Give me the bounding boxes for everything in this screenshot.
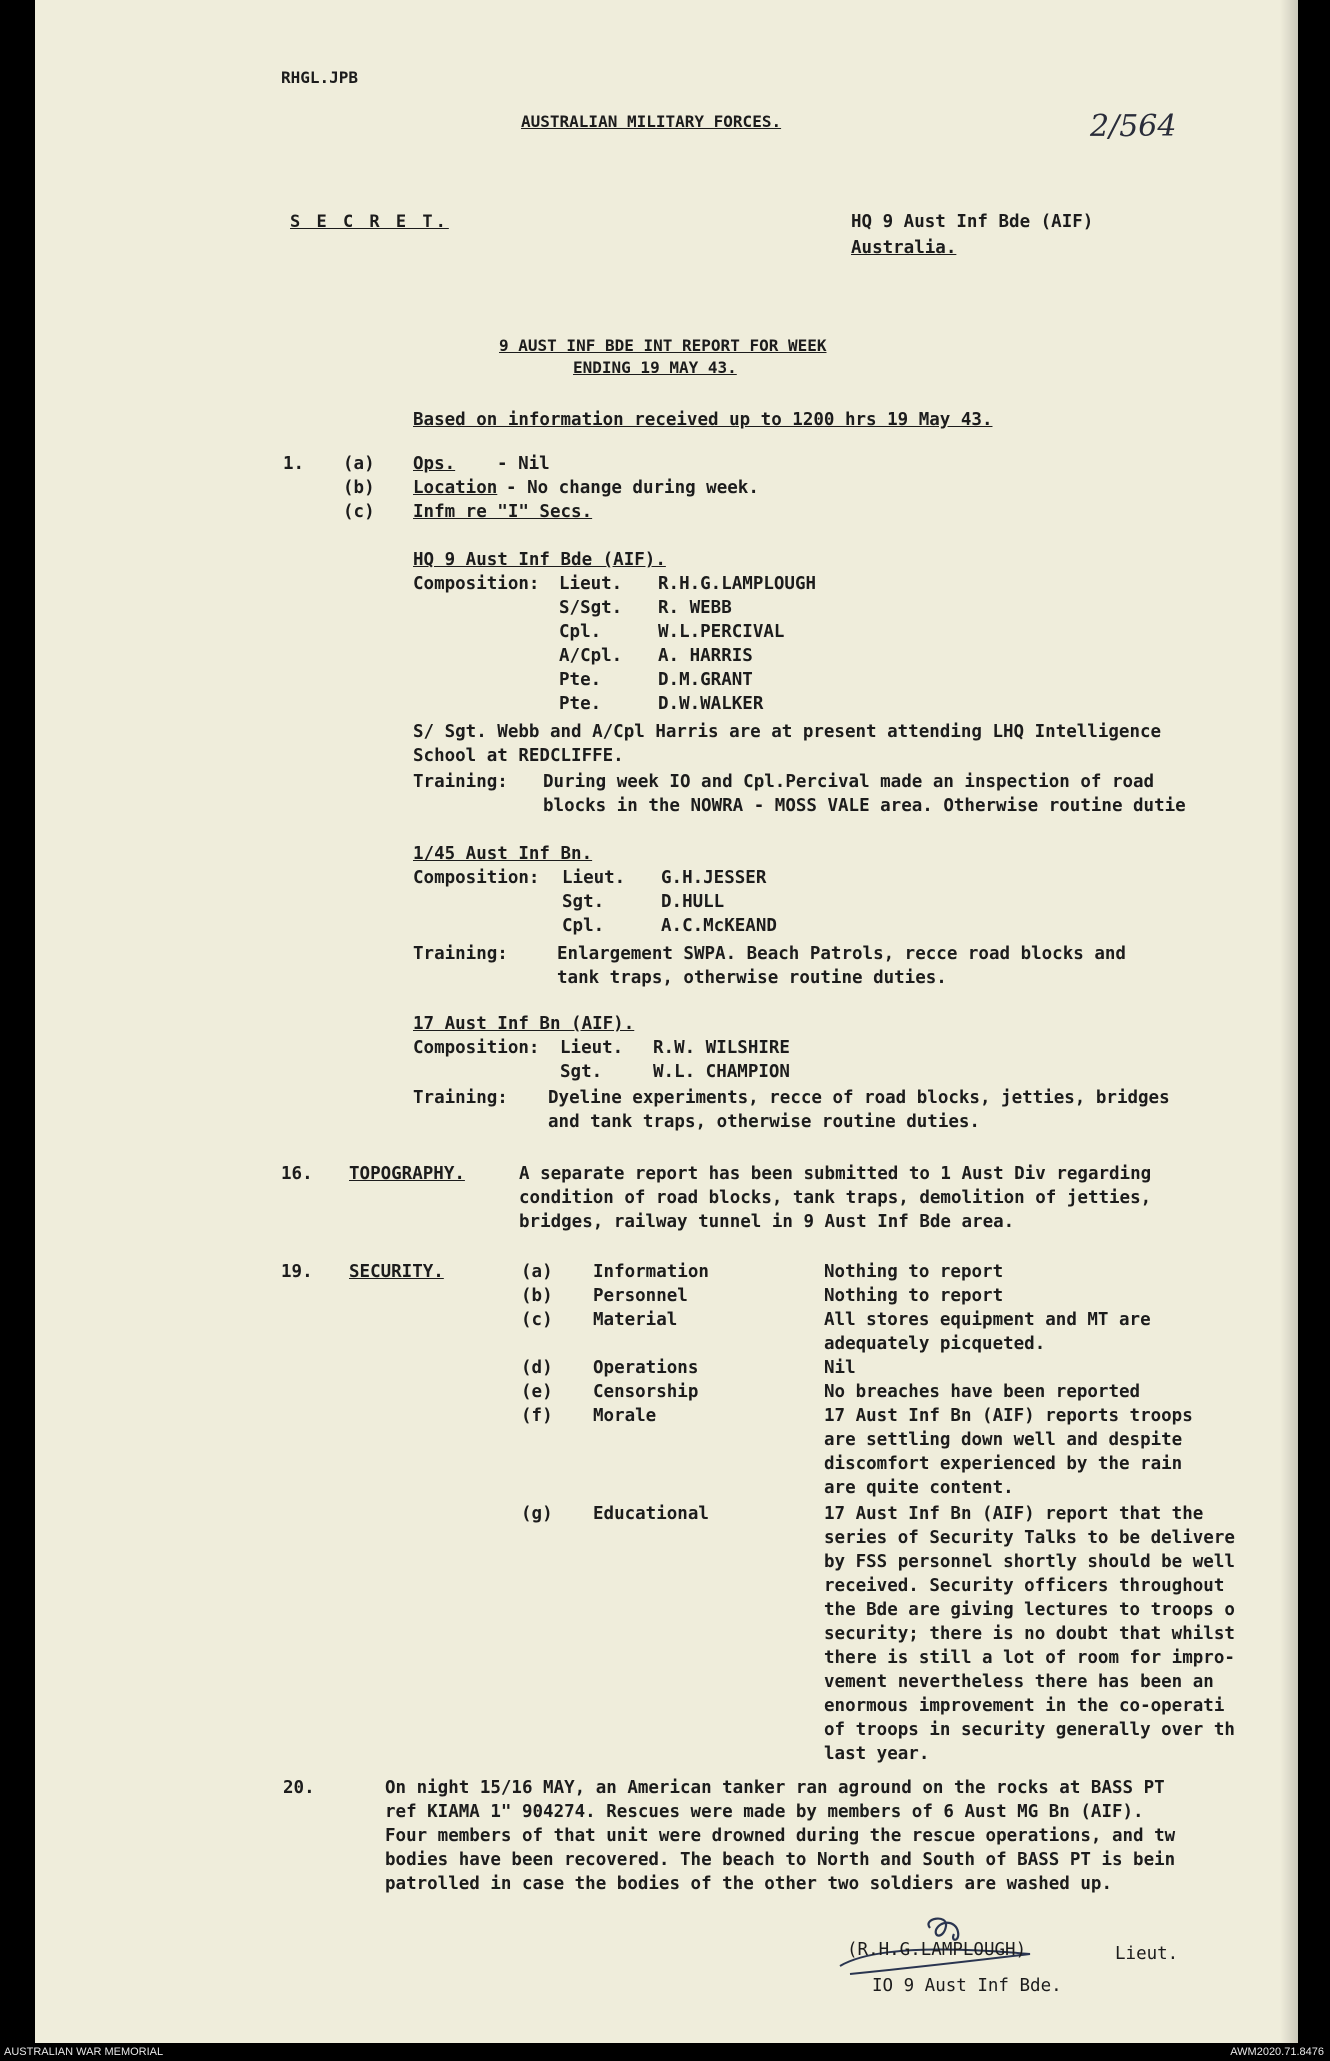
- section-1b-heading: Location: [413, 478, 498, 498]
- member-name: D.M.GRANT: [658, 670, 753, 690]
- section-20-text-line: Four members of that unit were drowned during the rescue operations, and tw: [385, 1826, 1176, 1846]
- hq-address-line-1: HQ 9 Aust Inf Bde (AIF): [851, 212, 1094, 232]
- member-rank: S/Sgt.: [559, 598, 623, 618]
- training-label: Training:: [413, 944, 508, 964]
- unit-name: 1/45 Aust Inf Bn.: [413, 844, 593, 864]
- security-item-text-line: 17 Aust Inf Bn (AIF) reports troops: [824, 1406, 1193, 1426]
- security-item-text-line: are settling down well and despite: [824, 1430, 1183, 1450]
- security-item-label: Censorship: [593, 1382, 699, 1402]
- member-rank: Lieut.: [562, 868, 626, 888]
- member-rank: Pte.: [559, 670, 602, 690]
- composition-label: Composition:: [413, 868, 540, 888]
- section-19-number: 19.: [281, 1262, 313, 1282]
- security-item-text-line: vement nevertheless there has been an: [824, 1672, 1214, 1692]
- training-text-line: Dyeline experiments, recce of road blocks, jetties, bridges: [548, 1088, 1170, 1108]
- archive-footer: [0, 2043, 1330, 2061]
- section-20-number: 20.: [283, 1778, 315, 1798]
- member-rank: Cpl.: [559, 622, 602, 642]
- security-item-label: Operations: [593, 1358, 699, 1378]
- archive-name: AUSTRALIAN WAR MEMORIAL: [4, 2046, 164, 2058]
- security-item-text-line: received. Security officers throughout: [824, 1576, 1225, 1596]
- security-item-text-line: are quite content.: [824, 1478, 1014, 1498]
- security-item-text-line: the Bde are giving lectures to troops o: [824, 1600, 1235, 1620]
- security-item-text-line: Nothing to report: [824, 1262, 1004, 1282]
- section-1c-key: (c): [343, 502, 375, 522]
- archive-reference: AWM2020.71.8476: [1230, 2046, 1324, 2058]
- security-item-text-line: of troops in security generally over th: [824, 1720, 1235, 1740]
- member-name: A.C.McKEAND: [661, 916, 777, 936]
- report-title-line-1: 9 AUST INF BDE INT REPORT FOR WEEK: [499, 336, 827, 355]
- training-label: Training:: [413, 1088, 508, 1108]
- security-item-text-line: All stores equipment and MT are: [824, 1310, 1151, 1330]
- section-16-text-line: condition of road blocks, tank traps, demolition of jetties,: [519, 1188, 1152, 1208]
- security-item-key: (e): [521, 1382, 553, 1402]
- training-text-line: and tank traps, otherwise routine duties.: [548, 1112, 980, 1132]
- section-16-number: 16.: [281, 1164, 313, 1184]
- signatory-rank: Lieut.: [1115, 1944, 1179, 1964]
- security-item-key: (c): [521, 1310, 553, 1330]
- member-name: W.L.PERCIVAL: [658, 622, 785, 642]
- section-1c-heading: Infm re "I" Secs.: [413, 502, 593, 522]
- section-16-heading: TOPOGRAPHY.: [349, 1164, 465, 1184]
- security-item-key: (f): [521, 1406, 553, 1426]
- security-item-text-line: enormous improvement in the co-operati: [824, 1696, 1225, 1716]
- member-name: D.HULL: [661, 892, 725, 912]
- member-name: R. WEBB: [658, 598, 732, 618]
- section-20-text-line: patrolled in case the bodies of the other two soldiers are washed up.: [385, 1874, 1112, 1894]
- training-label: Training:: [413, 772, 508, 792]
- section-1b-text: - No change during week.: [506, 478, 759, 498]
- file-reference: RHGL.JPB: [281, 68, 359, 87]
- member-rank: Pte.: [559, 694, 602, 714]
- security-item-text-line: 17 Aust Inf Bn (AIF) report that the: [824, 1504, 1204, 1524]
- composition-label: Composition:: [413, 1038, 540, 1058]
- unit-name: HQ 9 Aust Inf Bde (AIF).: [413, 550, 666, 570]
- member-rank: Lieut.: [559, 574, 623, 594]
- section-1a-text: - Nil: [497, 454, 550, 474]
- training-text-line: Enlargement SWPA. Beach Patrols, recce road blocks and: [557, 944, 1126, 964]
- security-item-key: (a): [521, 1262, 553, 1282]
- security-item-key: (g): [521, 1504, 553, 1524]
- member-name: A. HARRIS: [658, 646, 753, 666]
- signatory-name: (R.H.G.LAMPLOUGH): [847, 1940, 1027, 1960]
- security-item-text-line: series of Security Talks to be delivere: [824, 1528, 1235, 1548]
- organisation-heading: AUSTRALIAN MILITARY FORCES.: [521, 112, 782, 131]
- document-page: [35, 0, 1298, 2043]
- section-1-number: 1.: [283, 454, 305, 474]
- security-item-text-line: discomfort experienced by the rain: [824, 1454, 1183, 1474]
- unit-note-line: School at REDCLIFFE.: [413, 746, 624, 766]
- security-item-key: (d): [521, 1358, 553, 1378]
- security-item-text-line: last year.: [824, 1744, 930, 1764]
- security-item-label: Educational: [593, 1504, 709, 1524]
- classification-secret: S E C R E T.: [290, 212, 449, 232]
- unit-name: 17 Aust Inf Bn (AIF).: [413, 1014, 635, 1034]
- security-item-label: Information: [593, 1262, 709, 1282]
- member-name: D.W.WALKER: [658, 694, 764, 714]
- section-19-heading: SECURITY.: [349, 1262, 444, 1282]
- security-item-text-line: security; there is no doubt that whilst: [824, 1624, 1235, 1644]
- section-20-text-line: On night 15/16 MAY, an American tanker ran aground on the rocks at BASS PT: [385, 1778, 1165, 1798]
- security-item-label: Personnel: [593, 1286, 688, 1306]
- handwritten-folio-number: 2/564: [1090, 109, 1177, 144]
- member-name: R.W. WILSHIRE: [653, 1038, 790, 1058]
- security-item-text-line: Nil: [824, 1358, 856, 1378]
- training-text-line: tank traps, otherwise routine duties.: [557, 968, 947, 988]
- section-1b-key: (b): [343, 478, 375, 498]
- member-name: G.H.JESSER: [661, 868, 767, 888]
- training-text-line: blocks in the NOWRA - MOSS VALE area. Otherwise routine dutie: [543, 796, 1186, 816]
- security-item-label: Material: [593, 1310, 678, 1330]
- member-rank: Lieut.: [560, 1038, 624, 1058]
- member-name: W.L. CHAMPION: [653, 1062, 790, 1082]
- hq-address-line-2: Australia.: [851, 238, 957, 258]
- report-title-line-2: ENDING 19 MAY 43.: [573, 358, 737, 377]
- section-20-text-line: ref KIAMA 1" 904274. Rescues were made by members of 6 Aust MG Bn (AIF).: [385, 1802, 1144, 1822]
- security-item-key: (b): [521, 1286, 553, 1306]
- security-item-text-line: there is still a lot of room for impro-: [824, 1648, 1235, 1668]
- signatory-appointment: IO 9 Aust Inf Bde.: [872, 1976, 1062, 1996]
- security-item-text-line: Nothing to report: [824, 1286, 1004, 1306]
- training-text-line: During week IO and Cpl.Percival made an inspection of road: [543, 772, 1155, 792]
- report-basis-statement: Based on information received up to 1200 hrs 19 May 43.: [413, 410, 993, 430]
- security-item-text-line: No breaches have been reported: [824, 1382, 1141, 1402]
- section-16-text-line: A separate report has been submitted to 1 Aust Div regarding: [519, 1164, 1152, 1184]
- member-rank: Sgt.: [560, 1062, 603, 1082]
- member-name: R.H.G.LAMPLOUGH: [658, 574, 817, 594]
- section-20-text-line: bodies have been recovered. The beach to North and South of BASS PT is bein: [385, 1850, 1176, 1870]
- composition-label: Composition:: [413, 574, 540, 594]
- unit-note-line: S/ Sgt. Webb and A/Cpl Harris are at present attending LHQ Intelligence: [413, 722, 1162, 742]
- section-1a-heading: Ops.: [413, 454, 456, 474]
- member-rank: A/Cpl.: [559, 646, 623, 666]
- section-16-text-line: bridges, railway tunnel in 9 Aust Inf Bde area.: [519, 1212, 1015, 1232]
- member-rank: Cpl.: [562, 916, 605, 936]
- security-item-text-line: adequately picqueted.: [824, 1334, 1046, 1354]
- section-1a-key: (a): [343, 454, 375, 474]
- member-rank: Sgt.: [562, 892, 605, 912]
- security-item-text-line: by FSS personnel shortly should be well: [824, 1552, 1235, 1572]
- security-item-label: Morale: [593, 1406, 657, 1426]
